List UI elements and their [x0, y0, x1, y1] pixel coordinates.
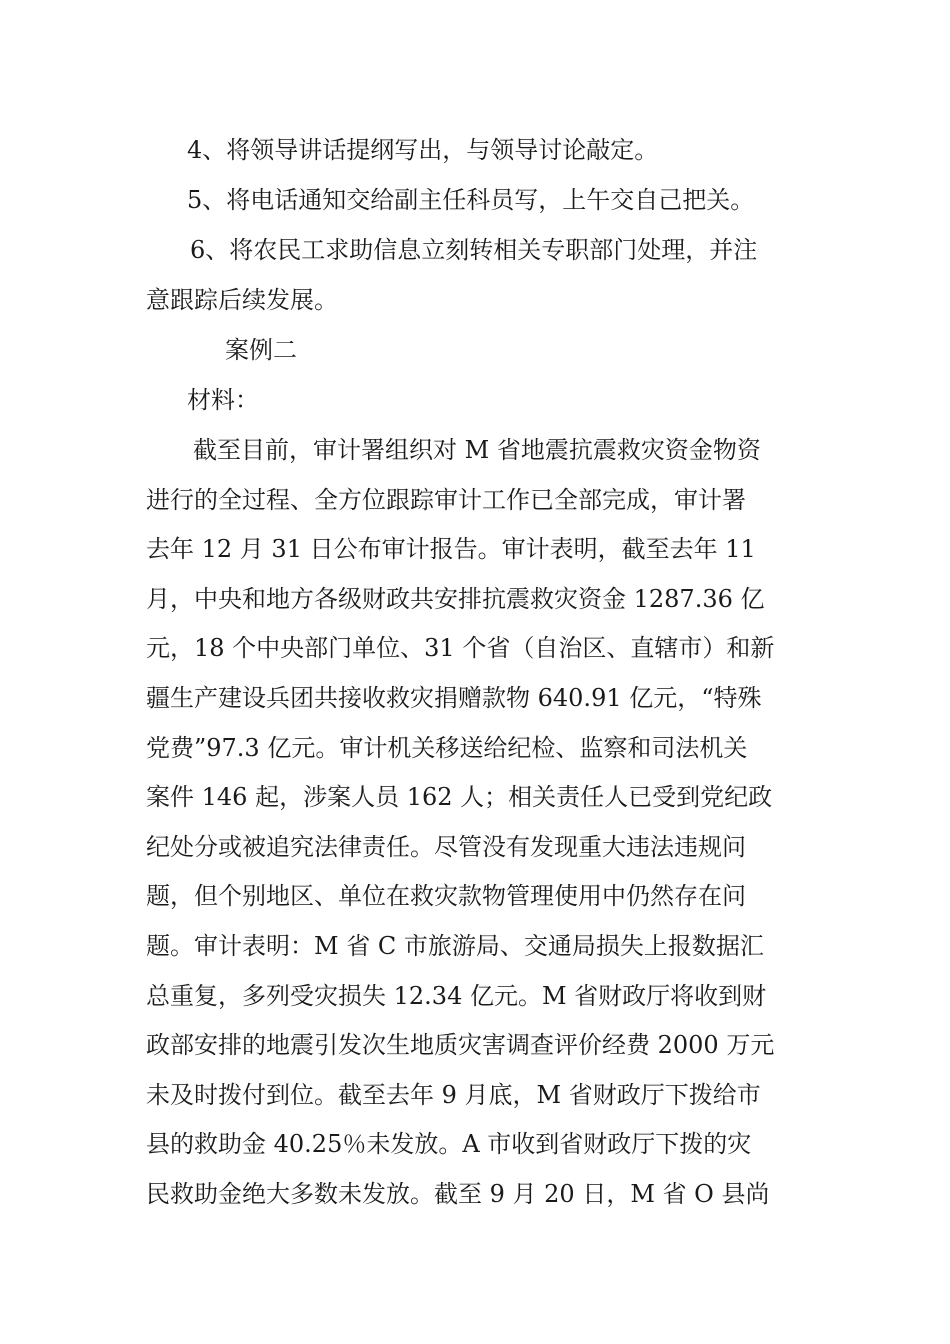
list-item — [146, 176, 810, 226]
body-line: 县的救助金 40.25％未发放。A 市收到省财政厅下拨的灾 — [146, 1130, 752, 1159]
body-line: 党费”97.3 亿元。审计机关移送给纪检、监察和司法机关 — [146, 733, 748, 762]
body-line: 去年 12 月 31 日公布审计报告。审计表明，截至去年 11 — [146, 535, 756, 564]
body-line: 政部安排的地震引发次生地质灾害调查评价经费 2000 万元 — [146, 1031, 775, 1060]
list-item-line: 5、将电话通知交给副主任科员写，上午交自己把关。 — [187, 186, 755, 214]
list-item — [146, 126, 810, 176]
material-label-text: 材料： — [187, 386, 259, 414]
case-heading — [146, 326, 810, 376]
body-line: 纪处分或被追究法律责任。尽管没有发现重大违法违规问 — [146, 832, 746, 861]
body-line: 总重复，多列受灾损失 12.34 亿元。M 省财政厅将收到财 — [146, 981, 767, 1010]
body-line: 题。审计表明：M 省 C 市旅游局、交通局损失上报数据汇 — [146, 931, 764, 960]
body-paragraph — [146, 426, 810, 1220]
body-line: 疆生产建设兵团共接收救灾捐赠款物 640.91 亿元，“特殊 — [146, 683, 762, 712]
body-line: 民救助金绝大多数未发放。截至 9 月 20 日，M 省 O 县尚 — [146, 1179, 770, 1208]
material-label — [146, 376, 810, 426]
body-line: 截至目前，审计署组织对 M 省地震抗震救灾资金物资 — [193, 436, 761, 464]
body-line: 元，18 个中央部门单位、31 个省（自治区、直辖市）和新 — [146, 634, 775, 663]
body-line: 进行的全过程、全方位跟踪审计工作已全部完成，审计署 — [146, 485, 746, 514]
list-item-line: 4、将领导讲话提纲写出，与领导讨论敲定。 — [187, 136, 659, 164]
list-item — [146, 226, 810, 325]
body-line: 未及时拨付到位。截至去年 9 月底，M 省财政厅下拨给市 — [146, 1080, 761, 1109]
body-line: 题，但个别地区、单位在救灾款物管理使用中仍然存在问 — [146, 882, 746, 911]
list-item-line: 意跟踪后续发展。 — [146, 285, 338, 314]
body-line: 月，中央和地方各级财政共安排抗震救灾资金 1287.36 亿 — [146, 584, 765, 613]
case-heading-text: 案例二 — [225, 336, 297, 364]
list-item-line: 6、将农民工求助信息立刻转相关专职部门处理，并注 — [190, 236, 758, 264]
body-line: 案件 146 起，涉案人员 162 人；相关责任人已受到党纪政 — [146, 783, 773, 812]
